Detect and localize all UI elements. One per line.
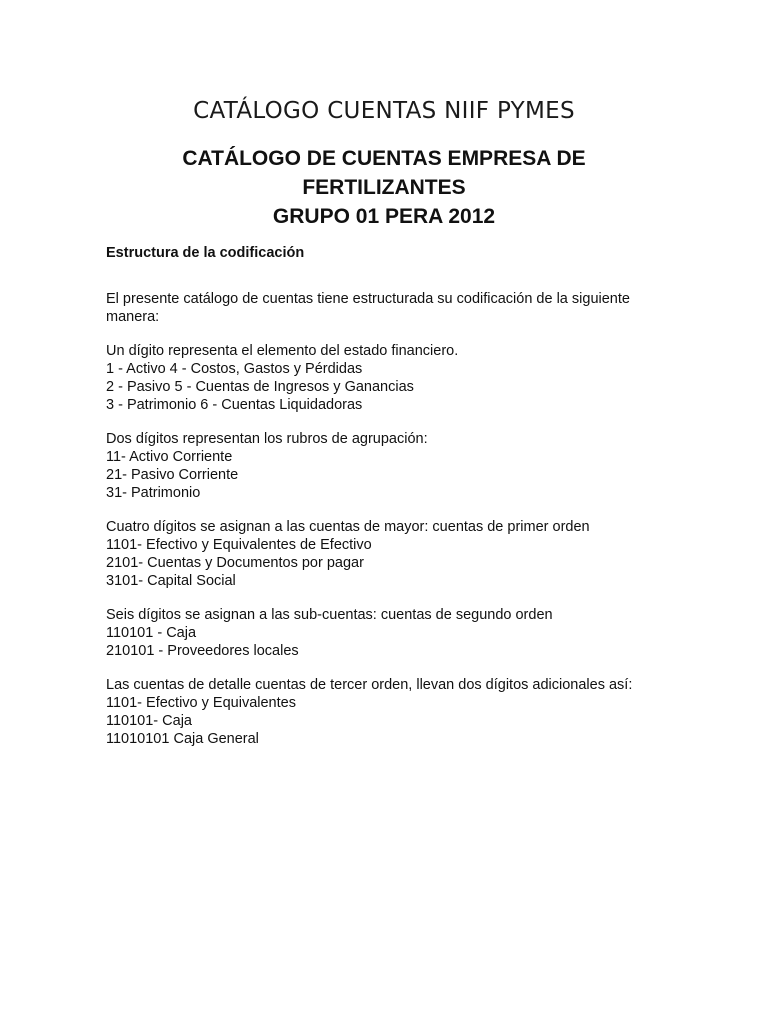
- main-heading-line-2: FERTILIZANTES: [302, 176, 466, 199]
- two-digits-line-1: Dos dígitos representan los rubros de agrupación:: [106, 431, 428, 447]
- one-digit-line-3: 2 - Pasivo 5 - Cuentas de Ingresos y Ganancias: [106, 379, 414, 395]
- one-digit-line-2: 1 - Activo 4 - Costos, Gastos y Pérdidas: [106, 361, 363, 377]
- detail-accounts-paragraph: [106, 676, 686, 748]
- two-digits-line-4: 31- Patrimonio: [106, 485, 201, 501]
- intro-paragraph: [106, 290, 686, 326]
- detail-line-4: 11010101 Caja General: [106, 731, 259, 747]
- section-heading: Estructura de la codificación: [106, 245, 305, 261]
- six-digits-line-3: 210101 - Proveedores locales: [106, 643, 299, 659]
- document-title: CATÁLOGO CUENTAS NIIF PYMES: [193, 98, 575, 124]
- six-digits-paragraph: [106, 606, 686, 660]
- four-digits-line-2: 1101- Efectivo y Equivalentes de Efectivo: [106, 537, 372, 553]
- one-digit-paragraph: [106, 342, 686, 414]
- four-digits-line-4: 3101- Capital Social: [106, 573, 236, 589]
- six-digits-line-2: 110101 - Caja: [106, 625, 197, 641]
- main-heading-line-3: GRUPO 01 PERA 2012: [272, 205, 496, 228]
- two-digits-line-2: 11- Activo Corriente: [106, 449, 233, 465]
- intro-line-2: manera:: [106, 309, 160, 325]
- two-digits-paragraph: [106, 430, 686, 502]
- four-digits-paragraph: [106, 518, 686, 590]
- one-digit-line-1: Un dígito representa el elemento del estado financiero.: [106, 343, 459, 359]
- main-heading-line-1: CATÁLOGO DE CUENTAS EMPRESA DE: [182, 147, 586, 170]
- detail-line-3: 110101- Caja: [106, 713, 192, 729]
- intro-line-1: El presente catálogo de cuentas tiene estructurada su codificación de la siguiente: [106, 291, 630, 307]
- six-digits-line-1: Seis dígitos se asignan a las sub-cuentas: cuentas de segundo orden: [106, 607, 553, 623]
- four-digits-line-3: 2101- Cuentas y Documentos por pagar: [106, 555, 364, 571]
- two-digits-line-3: 21- Pasivo Corriente: [106, 467, 239, 483]
- document-body: [106, 290, 686, 764]
- detail-line-2: 1101- Efectivo y Equivalentes: [106, 695, 296, 711]
- main-heading: [0, 144, 768, 231]
- one-digit-line-4: 3 - Patrimonio 6 - Cuentas Liquidadoras: [106, 397, 363, 413]
- detail-line-1: Las cuentas de detalle cuentas de tercer orden, llevan dos dígitos adicionales así:: [106, 677, 633, 693]
- four-digits-line-1: Cuatro dígitos se asignan a las cuentas de mayor: cuentas de primer orden: [106, 519, 590, 535]
